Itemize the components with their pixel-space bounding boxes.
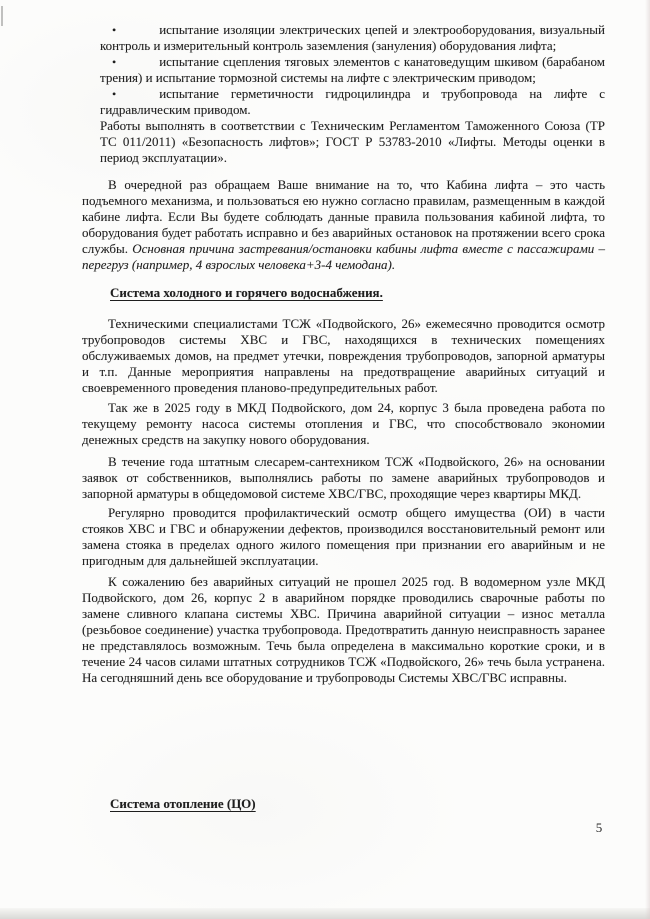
cabin-info-italic-note: Основная причина застревания/остановки кабины лифта вместе с пассажирами – перегруз (например, 4 взрослых человека+3-4 чемодана). bbox=[82, 241, 606, 272]
heating-system-heading: Система отопление (ЦО) bbox=[110, 796, 256, 811]
water-supply-heading: Система холодного и горячего водоснабжения. bbox=[110, 285, 383, 300]
cabin-info-paragraph bbox=[82, 177, 605, 273]
list-item-text: испытание герметичности гидроцилиндра и трубопровода на лифте с гидравлическим приводом. bbox=[100, 86, 605, 117]
list-item bbox=[100, 22, 605, 54]
water-supply-paragraph: В течение года штатным слесарем-сантехником ТСЖ «Подвойского, 26» на основании заявок от собственников, выполнялись работы по замене аварийных трубопроводов и запорной арматуры в общедомовой системе ХВС/ГВС, проходящие через квартиры МКД. bbox=[82, 454, 605, 501]
water-supply-paragraph: Так же в 2025 году в МКД Подвойского, дом 24, корпус 3 была проведена работа по текущему ремонту насоса системы отопления и ГВС, что способствовало экономии денежных средств на закупку нового оборудования. bbox=[82, 400, 605, 447]
scan-artifact-right-edge bbox=[645, 0, 650, 919]
water-supply-paragraph: Регулярно проводится профилактический осмотр общего имущества (ОИ) в части стояков ХВС и ГВС и обнаружении дефектов, производился восстановительный ремонт или замена стояка в пределах одного жилого помещения при признании его аварийным и не пригодным для дальнейшей эксплуатации. bbox=[82, 505, 605, 568]
page-content bbox=[82, 22, 605, 686]
list-item-text: испытание сцепления тяговых элементов с канатоведущим шкивом (барабаном трения) и испытание тормозной системы на лифте с электрическим приводом; bbox=[100, 54, 605, 85]
cabin-info-text: В очередной раз обращаем Ваше внимание на то, что Кабина лифта – это часть подъемного механизма, и пользоваться ею нужно согласно правилам, размещенным в каждой кабине лифта. Если Вы будете соблюдать данные правила пользования кабиной лифта, то оборудования будет работать исправно и без аварийных остановок на протяжении всего срока службы. bbox=[82, 177, 605, 256]
page-number: 5 bbox=[595, 820, 603, 835]
list-item bbox=[100, 54, 605, 86]
list-item bbox=[100, 86, 605, 118]
lift-testing-block bbox=[100, 22, 605, 166]
bullet-icon: • bbox=[112, 87, 117, 101]
water-supply-paragraph: Техническими специалистами ТСЖ «Подвойского, 26» ежемесячно проводится осмотр трубопроводов системы ХВС и ГВС, находящихся в технических помещениях обслуживаемых домов, на предмет утечки, повреждения трубопроводов, запорной арматуры и т.п. Данные мероприятия направлены на предотвращение аварийных ситуаций и своевременного проведения планово-предупредительных работ. bbox=[82, 316, 605, 395]
regulation-note-paragraph: Работы выполнять в соответствии с Техническим Регламентом Таможенного Союза (ТР ТС 011/2011) «Безопасность лифтов»; ГОСТ Р 53783-2010 «Лифты. Методы оценки в период эксплуатации». bbox=[100, 118, 605, 165]
bullet-icon: • bbox=[112, 23, 117, 37]
scan-artifact-bottom-edge bbox=[0, 908, 650, 919]
list-item-text: испытание изоляции электрических цепей и электрооборудования, визуальный контроль и измерительный контроль заземления (зануления) оборудования лифта; bbox=[100, 22, 605, 53]
scan-artifact-left-edge bbox=[1, 6, 3, 26]
bullet-icon: • bbox=[112, 55, 117, 69]
water-supply-paragraph: К сожалению без аварийных ситуаций не прошел 2025 год. В водомерном узле МКД Подвойского, дом 26, корпус 2 в аварийном порядке проводились сварочные работы по замене сливного клапана системы ХВС. Причина аварийной ситуации – износ металла (резьбовое соединение) участка трубопровода. Предотвратить данную неисправность заранее не представлялось возможным. Течь была определена в максимально короткие сроки, и в течение 24 часов силами штатных сотрудников ТСЖ «Подвойского, 26» течь была устранена. На сегодняшний день все оборудование и трубопроводы Системы ХВС/ГВС исправны. bbox=[82, 574, 605, 685]
